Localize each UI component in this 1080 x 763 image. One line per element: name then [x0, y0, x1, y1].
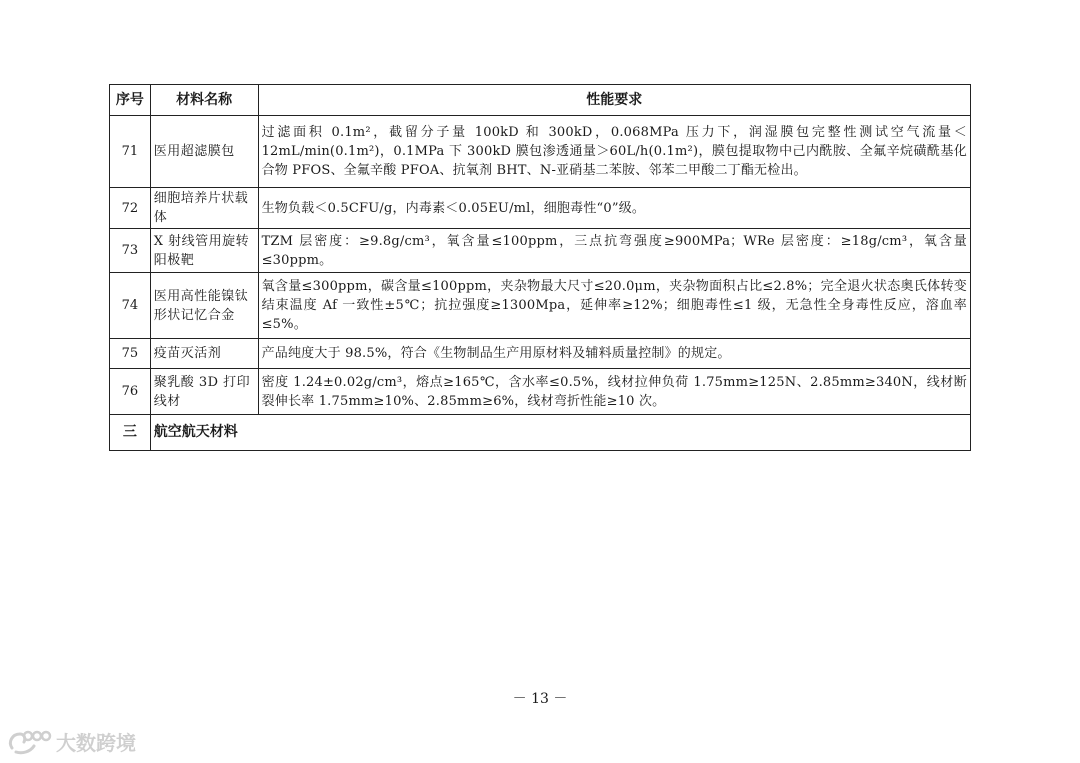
- table-row: [110, 229, 971, 273]
- section-title: 航空航天材料: [150, 415, 970, 451]
- materials-table: [109, 84, 971, 451]
- table-row: [110, 339, 971, 369]
- header-serial-number: 序号: [110, 85, 151, 116]
- row-requirements: TZM 层密度：≥9.8g/cm³，氧含量≤100ppm，三点抗弯强度≥900MPa；WRe 层密度：≥18g/cm³，氧含量≤30ppm。: [258, 229, 970, 273]
- row-requirements: 过滤面积 0.1m²，截留分子量 100kD 和 300kD，0.068MPa 压力下，润湿膜包完整性测试空气流量＜12mL/min(0.1m²)，0.1MPa 下 300kD 膜包渗透通量＞60L/h(0.1m²)，膜包提取物中己内酰胺、全氟辛烷磺酰基化合物 PFOS、全氟辛酸 PFOA、抗氧剂 BHT、N-亚硝基二苯胺、邻苯二甲酸二丁酯无检出。: [258, 116, 970, 188]
- row-requirements: 密度 1.24±0.02g/cm³，熔点≥165℃，含水率≤0.5%，线材拉伸负荷 1.75mm≥125N、2.85mm≥340N，线材断裂伸长率 1.75mm≥10%、2.85mm≥6%，线材弯折性能≥10 次。: [258, 369, 970, 415]
- row-serial-number: 73: [110, 229, 151, 273]
- row-serial-number: 76: [110, 369, 151, 415]
- row-material-name: X 射线管用旋转阳极靶: [150, 229, 258, 273]
- header-performance-requirements: 性能要求: [258, 85, 970, 116]
- row-material-name: 细胞培养片状载体: [150, 188, 258, 229]
- row-requirements: 生物负载＜0.5CFU/g，内毒素＜0.05EU/ml，细胞毒性“0”级。: [258, 188, 970, 229]
- page-number: － 13 －: [512, 691, 568, 707]
- row-serial-number: 72: [110, 188, 151, 229]
- row-material-name: 疫苗灭活剂: [150, 339, 258, 369]
- row-material-name: 医用超滤膜包: [150, 116, 258, 188]
- header-material-name: 材料名称: [150, 85, 258, 116]
- row-serial-number: 75: [110, 339, 151, 369]
- table-header-row: [110, 85, 971, 116]
- row-requirements: 氧含量≤300ppm，碳含量≤100ppm，夹杂物最大尺寸≤20.0μm，夹杂物面积占比≤2.8%；完全退火状态奥氏体转变结束温度 Af 一致性±5℃；抗拉强度≥1300Mpa，延伸率≥12%；细胞毒性≤1 级，无急性全身毒性反应，溶血率≤5%。: [258, 273, 970, 339]
- section-number: 三: [110, 415, 151, 451]
- watermark-text: 大数跨境: [56, 730, 136, 755]
- table-row: [110, 188, 971, 229]
- row-serial-number: 71: [110, 116, 151, 188]
- watermark: [6, 726, 136, 756]
- brand-logo-icon: [6, 726, 52, 756]
- table-row: [110, 116, 971, 188]
- row-material-name: 聚乳酸 3D 打印线材: [150, 369, 258, 415]
- section-row: [110, 415, 971, 451]
- row-material-name: 医用高性能镍钛形状记忆合金: [150, 273, 258, 339]
- table-row: [110, 273, 971, 339]
- table-row: [110, 369, 971, 415]
- row-serial-number: 74: [110, 273, 151, 339]
- row-requirements: 产品纯度大于 98.5%，符合《生物制品生产用原材料及辅料质量控制》的规定。: [258, 339, 970, 369]
